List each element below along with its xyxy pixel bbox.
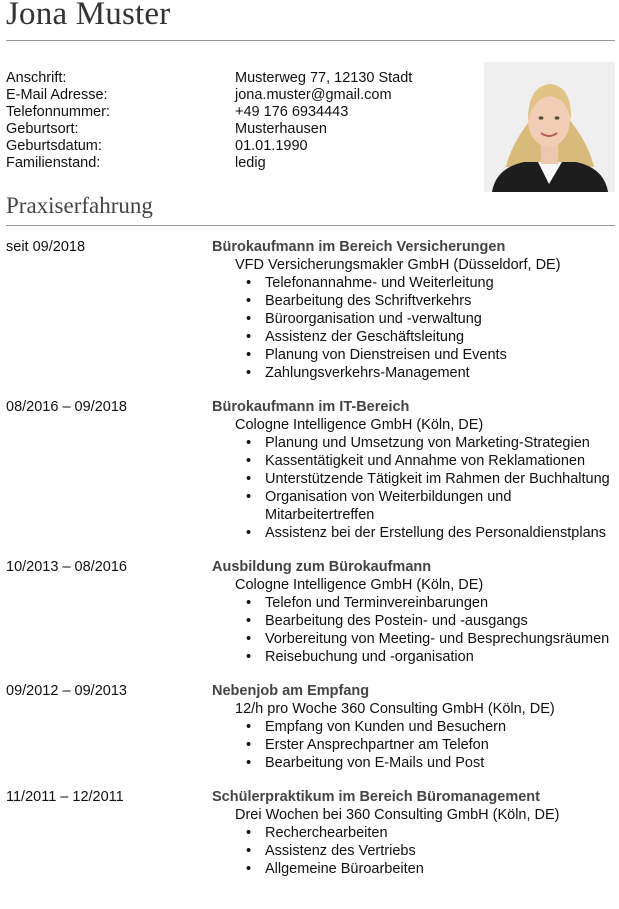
task-item: • Assistenz des Vertriebs	[265, 842, 615, 860]
task-item: • Kassentätigkeit und Annahme von Reklamationen	[265, 452, 615, 470]
job-company: VFD Versicherungsmakler GmbH (Düsseldorf, DE)	[235, 257, 561, 273]
job-entry	[6, 788, 615, 878]
task-item: • Bearbeitung des Postein- und -ausgangs	[265, 612, 615, 630]
job-company: Drei Wochen bei 360 Consulting GmbH (Köln, DE)	[235, 807, 560, 823]
job-date: seit 09/2018	[6, 239, 86, 255]
job-title: Bürokaufmann im Bereich Versicherungen	[212, 239, 506, 255]
task-item: • Zahlungsverkehrs-Management	[265, 364, 615, 382]
task-item: • Planung und Umsetzung von Marketing-Strategien	[265, 434, 615, 452]
info-value: jona.muster@gmail.com	[235, 87, 392, 103]
profile-photo	[484, 62, 615, 192]
info-row-email	[6, 87, 412, 104]
info-label: Familienstand:	[6, 155, 101, 171]
task-item: • Erster Ansprechpartner am Telefon	[265, 736, 615, 754]
job-date: 09/2012 – 09/2013	[6, 683, 127, 699]
job-company: Cologne Intelligence GmbH (Köln, DE)	[235, 417, 484, 433]
info-label: Geburtsort:	[6, 121, 79, 137]
info-value: +49 176 6934443	[235, 104, 349, 120]
job-entry	[6, 238, 615, 382]
task-list	[212, 718, 615, 772]
task-item: • Empfang von Kunden und Besuchern	[265, 718, 615, 736]
task-item: • Unterstützende Tätigkeit im Rahmen der Buchhaltung	[265, 470, 615, 488]
job-company: Cologne Intelligence GmbH (Köln, DE)	[235, 577, 484, 593]
info-value: 01.01.1990	[235, 138, 308, 154]
experience-list	[6, 238, 615, 894]
task-item: • Organisation von Weiterbildungen und Mitarbeitertreffen	[265, 488, 615, 524]
task-item: • Reisebuchung und -organisation	[265, 648, 615, 666]
task-list	[212, 274, 615, 382]
job-title: Schülerpraktikum im Bereich Büromanagement	[212, 789, 540, 805]
task-list	[212, 434, 615, 542]
info-row-phone	[6, 104, 412, 121]
info-value: Musterhausen	[235, 121, 327, 137]
page-title: Jona Muster	[6, 0, 171, 32]
job-company: 12/h pro Woche 360 Consulting GmbH (Köln, DE)	[235, 701, 555, 717]
task-list	[212, 594, 615, 666]
job-title: Ausbildung zum Bürokaufmann	[212, 559, 432, 575]
personal-info	[6, 70, 412, 172]
task-item: • Assistenz der Geschäftsleitung	[265, 328, 615, 346]
job-entry	[6, 398, 615, 542]
task-list	[212, 824, 615, 878]
info-value: Musterweg 77, 12130 Stadt	[235, 70, 413, 86]
task-item: • Planung von Dienstreisen und Events	[265, 346, 615, 364]
title-divider	[6, 40, 615, 41]
section-title: Praxiserfahrung	[6, 193, 153, 218]
job-date: 10/2013 – 08/2016	[6, 559, 127, 575]
info-row-address	[6, 70, 412, 87]
task-item: • Telefonannahme- und Weiterleitung	[265, 274, 615, 292]
info-label: Anschrift:	[6, 70, 67, 86]
job-title: Nebenjob am Empfang	[212, 683, 370, 699]
job-entry	[6, 682, 615, 772]
job-date: 08/2016 – 09/2018	[6, 399, 127, 415]
job-title: Bürokaufmann im IT-Bereich	[212, 399, 410, 415]
task-item: • Bearbeitung des Schriftverkehrs	[265, 292, 615, 310]
section-divider	[6, 225, 615, 226]
info-label: Telefonnummer:	[6, 104, 110, 120]
info-label: E-Mail Adresse:	[6, 87, 108, 103]
task-item: • Büroorganisation und -verwaltung	[265, 310, 615, 328]
info-row-birthdate	[6, 138, 412, 155]
info-row-marital	[6, 155, 412, 172]
task-item: • Recherchearbeiten	[265, 824, 615, 842]
task-item: • Telefon und Terminvereinbarungen	[265, 594, 615, 612]
job-date: 11/2011 – 12/2011	[6, 789, 124, 805]
info-label: Geburtsdatum:	[6, 138, 102, 154]
info-value: ledig	[235, 155, 266, 171]
info-row-birthplace	[6, 121, 412, 138]
task-item: • Assistenz bei der Erstellung des Personaldienstplans	[265, 524, 615, 542]
task-item: • Bearbeitung von E-Mails und Post	[265, 754, 615, 772]
task-item: • Vorbereitung von Meeting- und Besprechungsräumen	[265, 630, 615, 648]
task-item: • Allgemeine Büroarbeiten	[265, 860, 615, 878]
job-entry	[6, 558, 615, 666]
